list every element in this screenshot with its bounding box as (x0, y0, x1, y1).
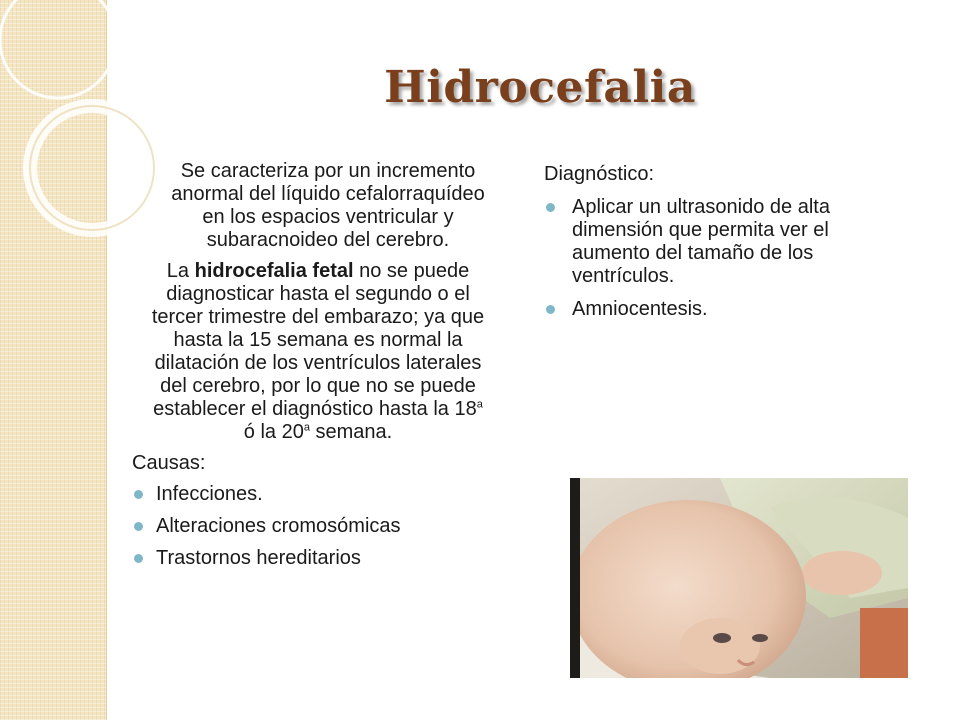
causes-heading: Causas: (132, 452, 206, 474)
causes-list (128, 483, 528, 570)
right-column (544, 163, 904, 331)
baby-illustration (570, 478, 908, 678)
bullet-icon (134, 490, 143, 499)
list-item: Amniocentesis. (544, 298, 904, 321)
slide-title: Hidrocefalia (384, 62, 696, 113)
bullet-icon (134, 522, 143, 531)
left-column (128, 160, 528, 579)
bullet-icon (546, 203, 555, 212)
bullet-icon (134, 554, 143, 563)
list-item: Alteraciones cromosómicas (128, 515, 528, 538)
diagnosis-list (544, 196, 904, 321)
list-item: Trastornos hereditarios (128, 547, 528, 570)
diagnosis-heading: Diagnóstico: (544, 163, 655, 185)
baby-photo (570, 478, 908, 678)
decorative-sidebar (0, 0, 107, 720)
list-item: Aplicar un ultrasonido de alta dimensión que permita ver el aumento del tamaño de los ventrículos. (544, 196, 904, 288)
description-paragraph: Se caracteriza por un incremento anormal del líquido cefalorraquídeo en los espacios ventricular y subaracnoideo del cerebro. (171, 160, 485, 251)
fetal-paragraph: La hidrocefalia fetal no se puede diagnosticar hasta el segundo o el tercer trimestre del embarazo; ya que hasta la 15 semana es normal la dilatación de los ventrículos laterales del cerebro, por lo que no se puede establecer el diagnóstico hasta la 18$^a$ ó la 20$^a$ semana. (151, 260, 485, 443)
bullet-icon (546, 305, 555, 314)
list-item: Infecciones. (128, 483, 528, 506)
fetal-bold-term: hidrocefalia fetal (194, 260, 354, 282)
